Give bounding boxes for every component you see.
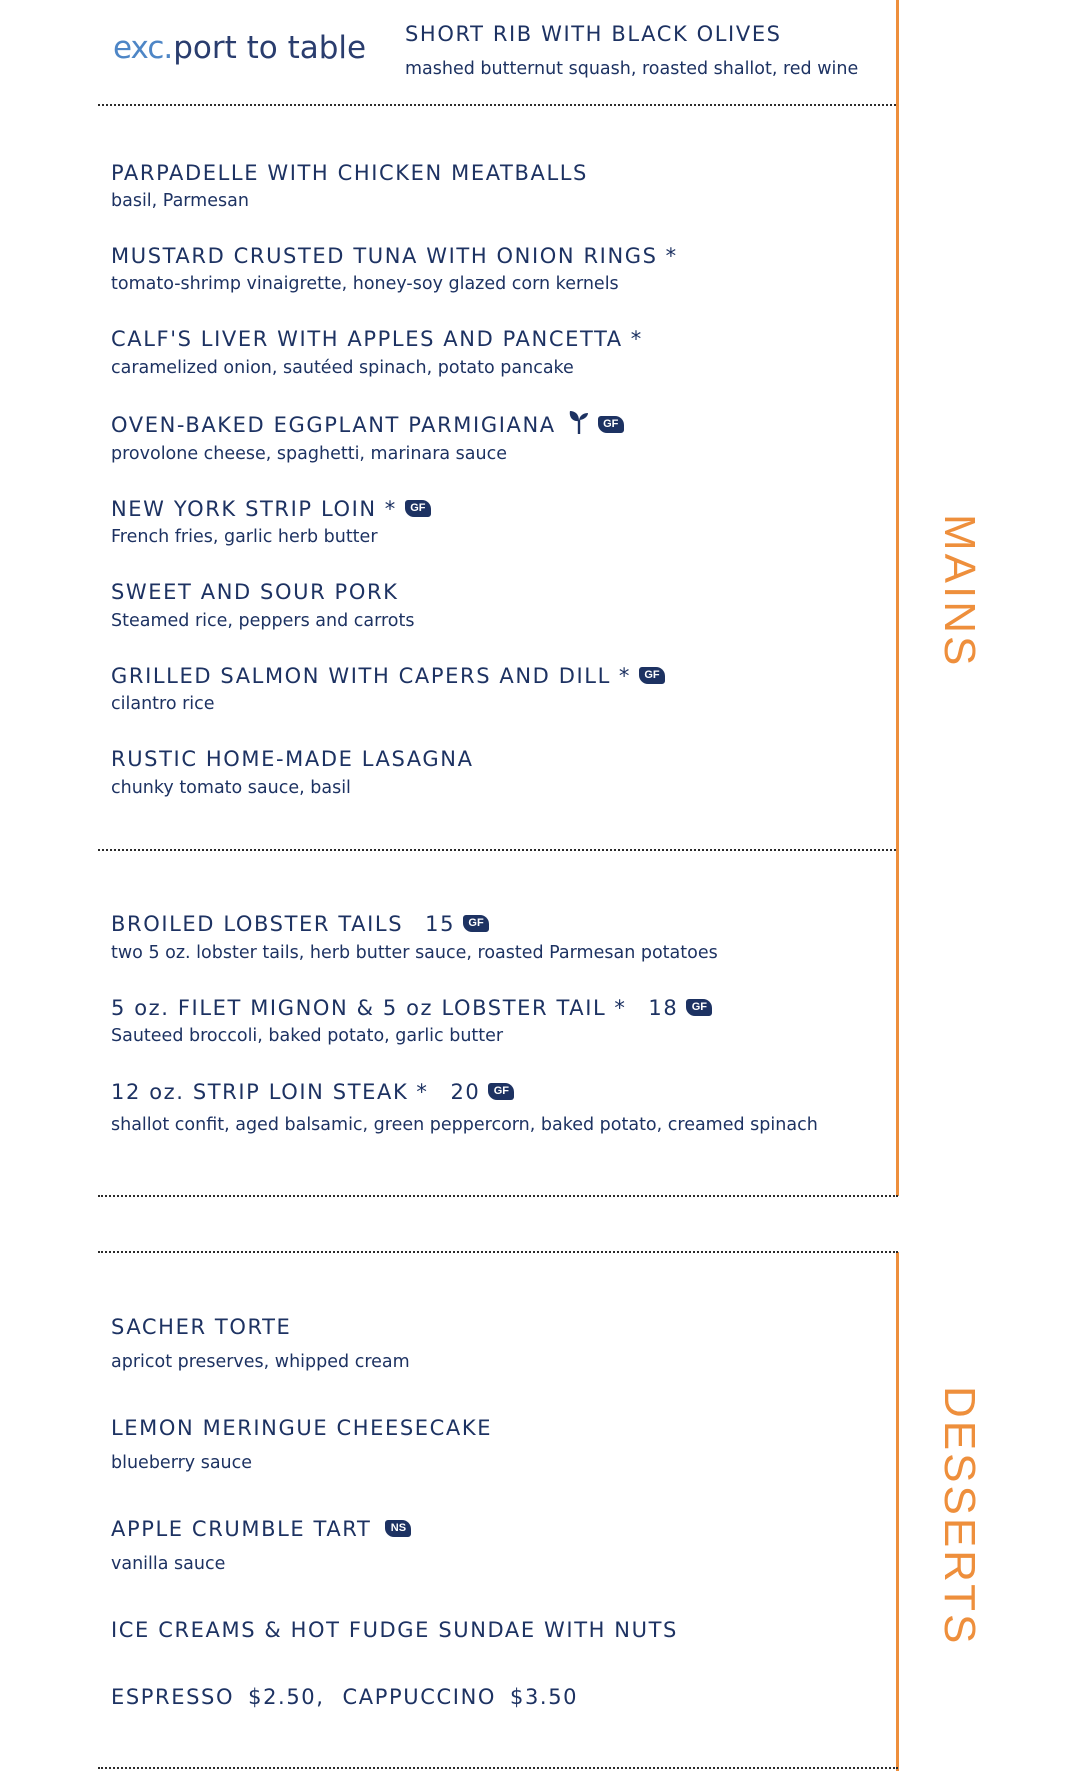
section-label-mains: MAINS <box>935 514 984 669</box>
dish-name: SHORT RIB WITH BLACK OLIVES <box>405 22 782 46</box>
divider <box>98 1251 898 1253</box>
dish-desc: cilantro rice <box>111 694 215 714</box>
asterisk: * <box>665 244 678 268</box>
dish-name: ICE CREAMS & HOT FUDGE SUNDAE WITH NUTS <box>111 1618 678 1642</box>
dish-name <box>111 326 643 352</box>
dish-name <box>111 496 431 522</box>
dish-desc: chunky tomato sauce, basil <box>111 778 351 798</box>
dish-name <box>111 1079 514 1105</box>
dish-title: 5 oz. FILET MIGNON & 5 oz LOBSTER TAIL <box>111 996 607 1020</box>
cappuccino-label: CAPPUCCINO <box>342 1685 497 1709</box>
cappuccino-price: $3.50 <box>510 1685 579 1709</box>
dish-desc: Steamed rice, peppers and carrots <box>111 611 415 631</box>
divider <box>98 1767 898 1769</box>
price: 18 <box>648 996 679 1020</box>
asterisk: * <box>416 1080 429 1104</box>
dish-desc: provolone cheese, spaghetti, marinara sauce <box>111 444 508 464</box>
dish-desc: blueberry sauce <box>111 1453 253 1473</box>
dish-desc: French fries, garlic herb butter <box>111 527 378 547</box>
divider <box>98 104 896 106</box>
logo <box>113 30 366 66</box>
dish-title: BROILED LOBSTER TAILS <box>111 912 404 936</box>
gluten-free-badge: GF <box>463 915 489 932</box>
asterisk: * <box>614 996 627 1020</box>
dish-name <box>111 995 712 1021</box>
section-rule-mains <box>896 0 899 1196</box>
espresso-label: ESPRESSO <box>111 1685 235 1709</box>
dish-desc: Sauteed broccoli, baked potato, garlic butter <box>111 1026 504 1046</box>
dish-title: GRILLED SALMON WITH CAPERS AND DILL <box>111 664 611 688</box>
dish-title: APPLE CRUMBLE TART <box>111 1517 372 1541</box>
dish-desc: apricot preserves, whipped cream <box>111 1352 410 1372</box>
price: 15 <box>425 912 456 936</box>
dish-title: MUSTARD CRUSTED TUNA WITH ONION RINGS <box>111 244 658 268</box>
gluten-free-badge: GF <box>639 667 665 684</box>
dish-name: SACHER TORTE <box>111 1315 292 1339</box>
dish-title: NEW YORK STRIP LOIN <box>111 497 377 521</box>
section-rule-desserts <box>896 1252 899 1771</box>
dish-desc: mashed butternut squash, roasted shallot, red wine <box>405 59 859 79</box>
dish-desc: caramelized onion, sautéed spinach, potato pancake <box>111 358 574 378</box>
drinks-line <box>111 1684 578 1710</box>
dish-name <box>111 1516 411 1542</box>
logo-exc: exc <box>113 30 164 66</box>
espresso-price: $2.50, <box>248 1685 325 1709</box>
dish-desc: two 5 oz. lobster tails, herb butter sauce, roasted Parmesan potatoes <box>111 943 718 963</box>
asterisk: * <box>618 664 631 688</box>
logo-dot: . <box>163 30 174 66</box>
dish-name: PARPADELLE WITH CHICKEN MEATBALLS <box>111 161 588 185</box>
dish-desc: tomato-shrimp vinaigrette, honey-soy glazed corn kernels <box>111 274 619 294</box>
logo-text: port to table <box>173 30 367 66</box>
dish-name <box>111 412 624 439</box>
sprout-icon <box>568 409 590 435</box>
dish-name <box>111 663 665 689</box>
price: 20 <box>450 1080 481 1104</box>
dish-title: CALF'S LIVER WITH APPLES AND PANCETTA <box>111 327 623 351</box>
gluten-free-badge: GF <box>488 1083 514 1100</box>
dish-name: SWEET AND SOUR PORK <box>111 580 399 604</box>
dish-name <box>111 911 489 937</box>
asterisk: * <box>384 497 397 521</box>
dish-title: 12 oz. STRIP LOIN STEAK <box>111 1080 409 1104</box>
asterisk: * <box>630 327 643 351</box>
dish-desc: shallot confit, aged balsamic, green peppercorn, baked potato, creamed spinach <box>111 1115 818 1135</box>
divider <box>98 849 896 851</box>
dish-name <box>111 243 678 269</box>
nut-safe-badge: NS <box>385 1520 411 1537</box>
gluten-free-badge: GF <box>598 416 624 433</box>
dish-name: RUSTIC HOME-MADE LASAGNA <box>111 747 474 771</box>
dish-desc: basil, Parmesan <box>111 191 249 211</box>
dish-title: OVEN-BAKED EGGPLANT PARMIGIANA <box>111 413 556 437</box>
section-label-desserts: DESSERTS <box>935 1386 984 1647</box>
dish-name: LEMON MERINGUE CHEESECAKE <box>111 1416 493 1440</box>
dish-desc: vanilla sauce <box>111 1554 226 1574</box>
gluten-free-badge: GF <box>686 999 712 1016</box>
gluten-free-badge: GF <box>405 500 431 517</box>
divider <box>98 1195 898 1197</box>
